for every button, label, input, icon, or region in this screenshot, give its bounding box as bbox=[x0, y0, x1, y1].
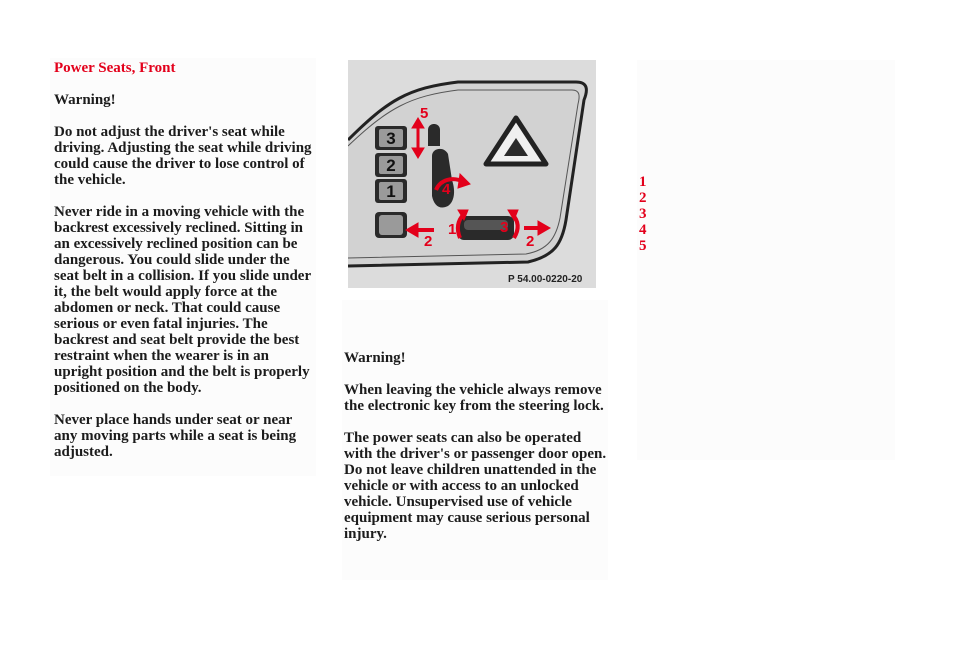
headrest-control bbox=[428, 124, 440, 146]
memory-store-button bbox=[375, 212, 407, 238]
figure-key-list bbox=[639, 174, 647, 254]
section-heading: Power Seats, Front bbox=[54, 60, 176, 76]
callout-5: 5 bbox=[420, 105, 429, 122]
seat-control-figure bbox=[348, 60, 596, 288]
svg-text:3: 3 bbox=[386, 129, 396, 148]
key-number-5: 5 bbox=[639, 238, 647, 254]
warning-paragraph-3: Never place hands under seat or near any moving parts while a seat is being adjusted. bbox=[54, 412, 297, 460]
middle-column bbox=[344, 302, 608, 578]
key-number-3: 3 bbox=[639, 206, 647, 222]
key-warning-paragraph: When leaving the vehicle always remove the electronic key from the steering lock. bbox=[344, 382, 604, 414]
svg-text:2: 2 bbox=[386, 156, 396, 175]
key-number-1: 1 bbox=[639, 174, 647, 190]
warning-title: Warning! bbox=[54, 92, 116, 108]
key-number-4: 4 bbox=[639, 222, 647, 238]
callout-3: 3 bbox=[500, 219, 509, 236]
seat-control-illustration bbox=[348, 60, 596, 288]
key-number-2: 2 bbox=[639, 190, 647, 206]
callout-1: 1 bbox=[448, 221, 457, 238]
svg-text:1: 1 bbox=[386, 182, 396, 201]
memory-button-1 bbox=[375, 179, 407, 203]
callout-2-left: 2 bbox=[424, 233, 433, 250]
callout-4: 4 bbox=[442, 181, 451, 198]
callout-2-right: 2 bbox=[526, 233, 535, 250]
warning-title-2: Warning! bbox=[344, 350, 406, 366]
warning-paragraph-1: Do not adjust the driver's seat while driving. Adjusting the seat while driving could cause the driver to lose control of the vehicle. bbox=[54, 124, 312, 188]
figure-caption: P 54.00-0220-20 bbox=[508, 274, 583, 285]
right-column-panel bbox=[637, 60, 895, 460]
memory-button-2 bbox=[375, 153, 407, 177]
memory-button-3 bbox=[375, 126, 407, 150]
warning-paragraph-2: Never ride in a moving vehicle with the backrest excessively reclined. Sitting in an excessively reclined position can be dangerous. You could slide under the seat belt in a collision. If you slide under it, the belt would apply force at the abdomen or neck. That could cause serious or even fatal injuries. The backrest and seat belt provide the best restraint when the wearer is in an upright position and the belt is properly positioned on the body. bbox=[54, 204, 311, 396]
left-column bbox=[54, 60, 316, 476]
door-open-warning-paragraph: The power seats can also be operated with the driver's or passenger door open. Do not leave children unattended in the vehicle or with access to an unlocked vehicle. Unsupervised use of vehicle equipment may cause serious personal injury. bbox=[344, 430, 607, 542]
